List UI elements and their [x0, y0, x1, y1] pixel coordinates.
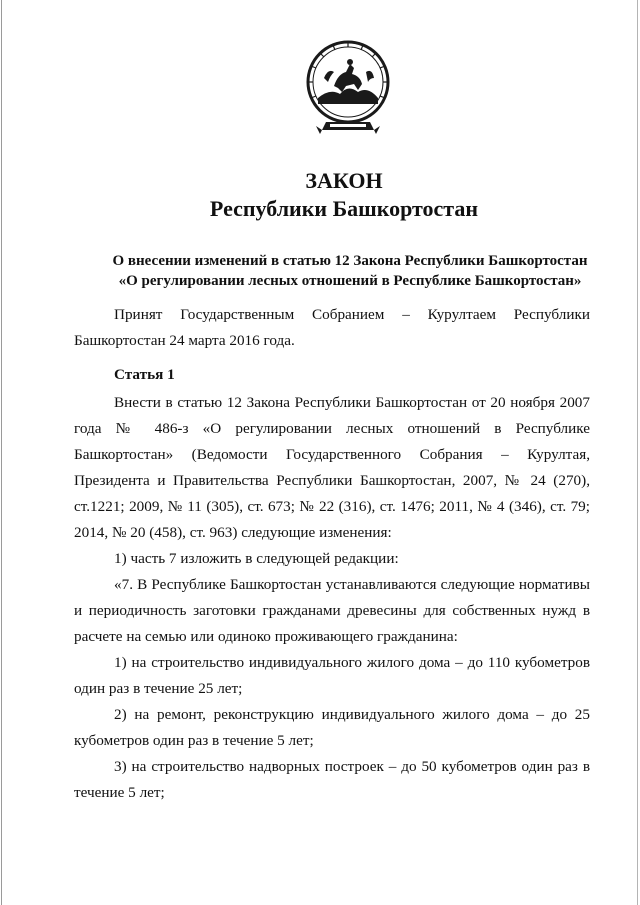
paragraph: 2) на ремонт, реконструкцию индивидуального жилого дома – до 25 кубометров один раз в течение 5 лет;: [74, 706, 590, 749]
heading-line-2: «О регулировании лесных отношений в Республике Башкортостан»: [118, 273, 582, 289]
accepted-paragraph: Принят Государственным Собранием – Курултаем Республики Башкортостан 24 марта 2016 года.: [74, 306, 590, 349]
scan-edge-left: [1, 0, 2, 905]
paragraph: 1) на строительство индивидуального жилого дома – до 110 кубометров один раз в течение 25 лет;: [74, 654, 590, 697]
accepted-block: [74, 302, 590, 354]
paragraph: «7. В Республике Башкортостан устанавливаются следующие нормативы и периодичность заготовки гражданами древесины для собственных нужд в расчете на семью или одиноко проживающего гражданина:: [74, 576, 590, 645]
law-subtitle: Республики Башкортостан: [209, 196, 479, 221]
law-title: ЗАКОН: [305, 168, 383, 193]
paragraph: 1) часть 7 изложить в следующей редакции:: [114, 550, 399, 567]
scan-edge-right: [637, 0, 638, 905]
article-body: [74, 390, 590, 806]
paragraph: 3) на строительство надворных построек – до 50 кубометров один раз в течение 5 лет;: [74, 758, 590, 801]
paragraph: Внести в статью 12 Закона Республики Башкортостан от 20 ноября 2007 года № 486-з «О регулировании лесных отношений в Республике Башкортостан» (Ведомости Государственного Собрания – Курултая, Президента и Правительства Республики Башкортостан, 2007, № 24 (270), ст.1221; 2009, № 11 (305), ст. 673; № 22 (316), ст. 1476; 2011, № 4 (346), ст. 79; 2014, № 20 (458), ст. 963) следующие изменения:: [74, 394, 590, 541]
coat-of-arms-icon: [300, 38, 396, 142]
article-title: Статья 1: [114, 366, 175, 383]
heading-line-1: О внесении изменений в статью 12 Закона Республики Башкортостан: [112, 253, 588, 269]
